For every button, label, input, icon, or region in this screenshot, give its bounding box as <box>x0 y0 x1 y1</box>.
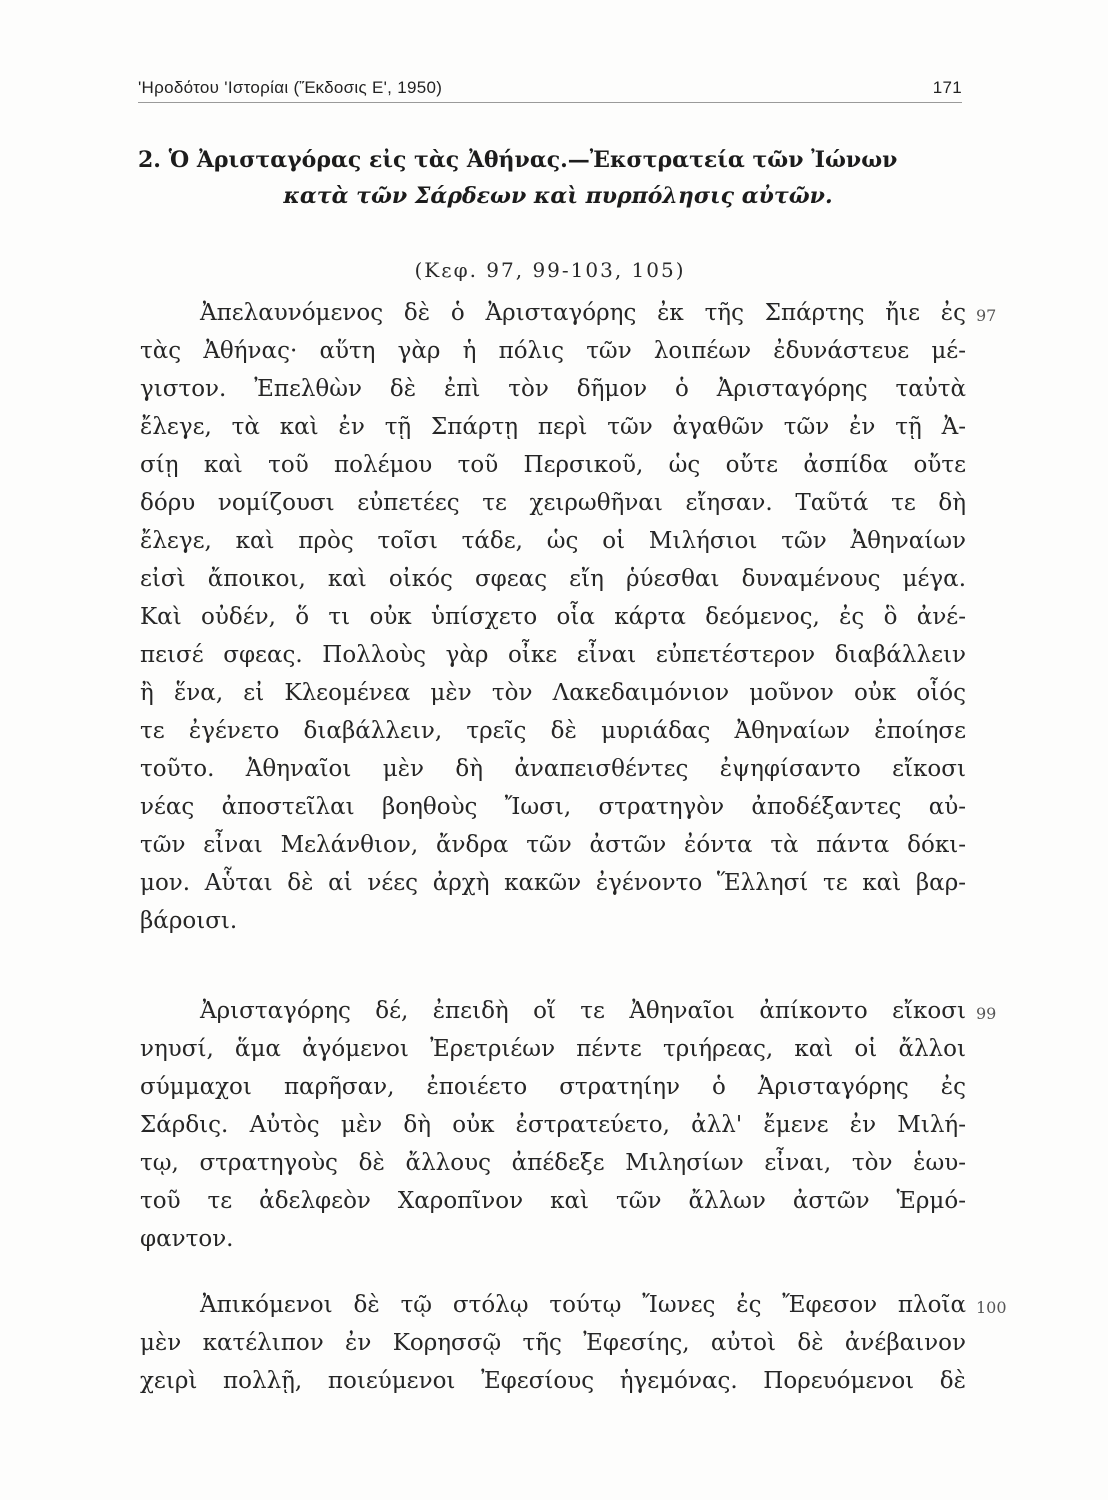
text-line: Ἀπικόμενοι δὲ τῷ στόλῳ τούτῳ Ἴωνες ἐς Ἔφεσον πλοῖα <box>200 1292 966 1318</box>
text-line: τῶν εἶναι Μελάνθιον, ἄνδρα τῶν ἀστῶν ἐόντα τὰ πάντα δόκι- <box>140 832 966 858</box>
running-head-title: 'Ηροδότου 'Ιστορίαι (Ἔκδοσις Ε', 1950) <box>138 78 443 97</box>
text-line: νηυσί, ἅμα ἀγόμενοι Ἐρετριέων πέντε τριήρεας, καὶ οἱ ἄλλοι <box>140 1036 966 1062</box>
text-line: δόρυ νομίζουσι εὐπετέες τε χειρωθῆναι εἴησαν. Ταῦτά τε δὴ <box>140 490 966 516</box>
margin-chapter-number: 97 <box>976 306 997 325</box>
text-line: τῳ, στρατηγοὺς δὲ ἄλλους ἀπέδεξε Μιλησίων εἶναι, τὸν ἑωυ- <box>140 1150 966 1176</box>
margin-chapter-number: 100 <box>976 1298 1007 1317</box>
text-line: τε ἐγένετο διαβάλλειν, τρεῖς δὲ μυριάδας Ἀθηναίων ἐποίησε <box>140 718 966 744</box>
text-line: νέας ἀποστεῖλαι βοηθοὺς Ἴωσι, στρατηγὸν ἀποδέξαντες αὐ- <box>140 794 966 820</box>
text-line: Ἀρισταγόρης δέ, ἐπειδὴ οἵ τε Ἀθηναῖοι ἀπίκοντο εἴκοσι <box>200 998 966 1024</box>
section-heading <box>138 142 978 214</box>
text-line: γιστον. Ἐπελθὼν δὲ ἐπὶ τὸν δῆμον ὁ Ἀρισταγόρης ταὐτὰ <box>140 376 966 402</box>
text-line: ἔλεγε, καὶ πρὸς τοῖσι τάδε, ὡς οἱ Μιλήσιοι τῶν Ἀθηναίων <box>140 528 966 554</box>
text-line: τοῦ τε ἀδελφεὸν Χαροπῖνον καὶ τῶν ἄλλων ἀστῶν Ἑρμό- <box>140 1188 966 1214</box>
text-line: εἰσὶ ἄποικοι, καὶ οἰκός σφεας εἴη ῥύεσθαι δυναμένους μέγα. <box>140 566 966 592</box>
text-line: χειρὶ πολλῇ, ποιεύμενοι Ἐφεσίους ἡγεμόνας. Πορευόμενοι δὲ <box>140 1368 966 1394</box>
text-line: σύμμαχοι παρῆσαν, ἐποιέετο στρατηίην ὁ Ἀρισταγόρης ἐς <box>140 1074 966 1100</box>
text-line: μὲν κατέλιπον ἐν Κορησσῷ τῆς Ἐφεσίης, αὐτοὶ δὲ ἀνέβαινον <box>140 1330 966 1356</box>
text-line: Ἀπελαυνόμενος δὲ ὁ Ἀρισταγόρης ἐκ τῆς Σπάρτης ἤιε ἐς <box>200 300 966 326</box>
chapter-reference: (Κεφ. 97, 99-103, 105) <box>414 258 686 282</box>
text-line: πεισέ σφεας. Πολλοὺς γὰρ οἶκε εἶναι εὐπετέστερον διαβάλλειν <box>140 642 966 668</box>
text-line: Καὶ οὐδέν, ὅ τι οὐκ ὑπίσχετο οἷα κάρτα δεόμενος, ἐς ὃ ἀνέ- <box>140 604 966 630</box>
page-number: 171 <box>932 78 962 97</box>
margin-chapter-number: 99 <box>976 1004 997 1023</box>
text-line: σίῃ καὶ τοῦ πολέμου τοῦ Περσικοῦ, ὡς οὔτε ἀσπίδα οὔτε <box>140 452 966 478</box>
text-line: φαντον. <box>140 1226 234 1252</box>
text-line: τοῦτο. Ἀθηναῖοι μὲν δὴ ἀναπεισθέντες ἐψηφίσαντο εἴκοσι <box>140 756 966 782</box>
text-line: τὰς Ἀθήνας· αὕτη γὰρ ἡ πόλις τῶν λοιπέων ἐδυνάστευε μέ- <box>140 338 966 364</box>
text-line: ἢ ἕνα, εἰ Κλεομένεα μὲν τὸν Λακεδαιμόνιον μοῦνον οὐκ οἷός <box>140 680 966 706</box>
text-line: ἔλεγε, τὰ καὶ ἐν τῇ Σπάρτῃ περὶ τῶν ἀγαθῶν τῶν ἐν τῇ Ἀ- <box>140 414 966 440</box>
section-heading-line-1: 2. Ὁ Ἀρισταγόρας εἰς τὰς Ἀθήνας.—Ἐκστρατεία τῶν Ἰώνων <box>138 147 898 173</box>
text-line: βάροισι. <box>140 908 238 934</box>
text-line: μον. Αὗται δὲ αἱ νέες ἀρχὴ κακῶν ἐγένοντο Ἕλλησί τε καὶ βαρ- <box>140 870 966 896</box>
text-line: Σάρδις. Αὐτὸς μὲν δὴ οὐκ ἐστρατεύετο, ἀλλ' ἔμενε ἐν Μιλή- <box>140 1112 966 1138</box>
section-heading-line-2: κατὰ τῶν Σάρδεων καὶ πυρπόλησις αὐτῶν. <box>283 183 833 209</box>
running-head <box>138 76 962 103</box>
